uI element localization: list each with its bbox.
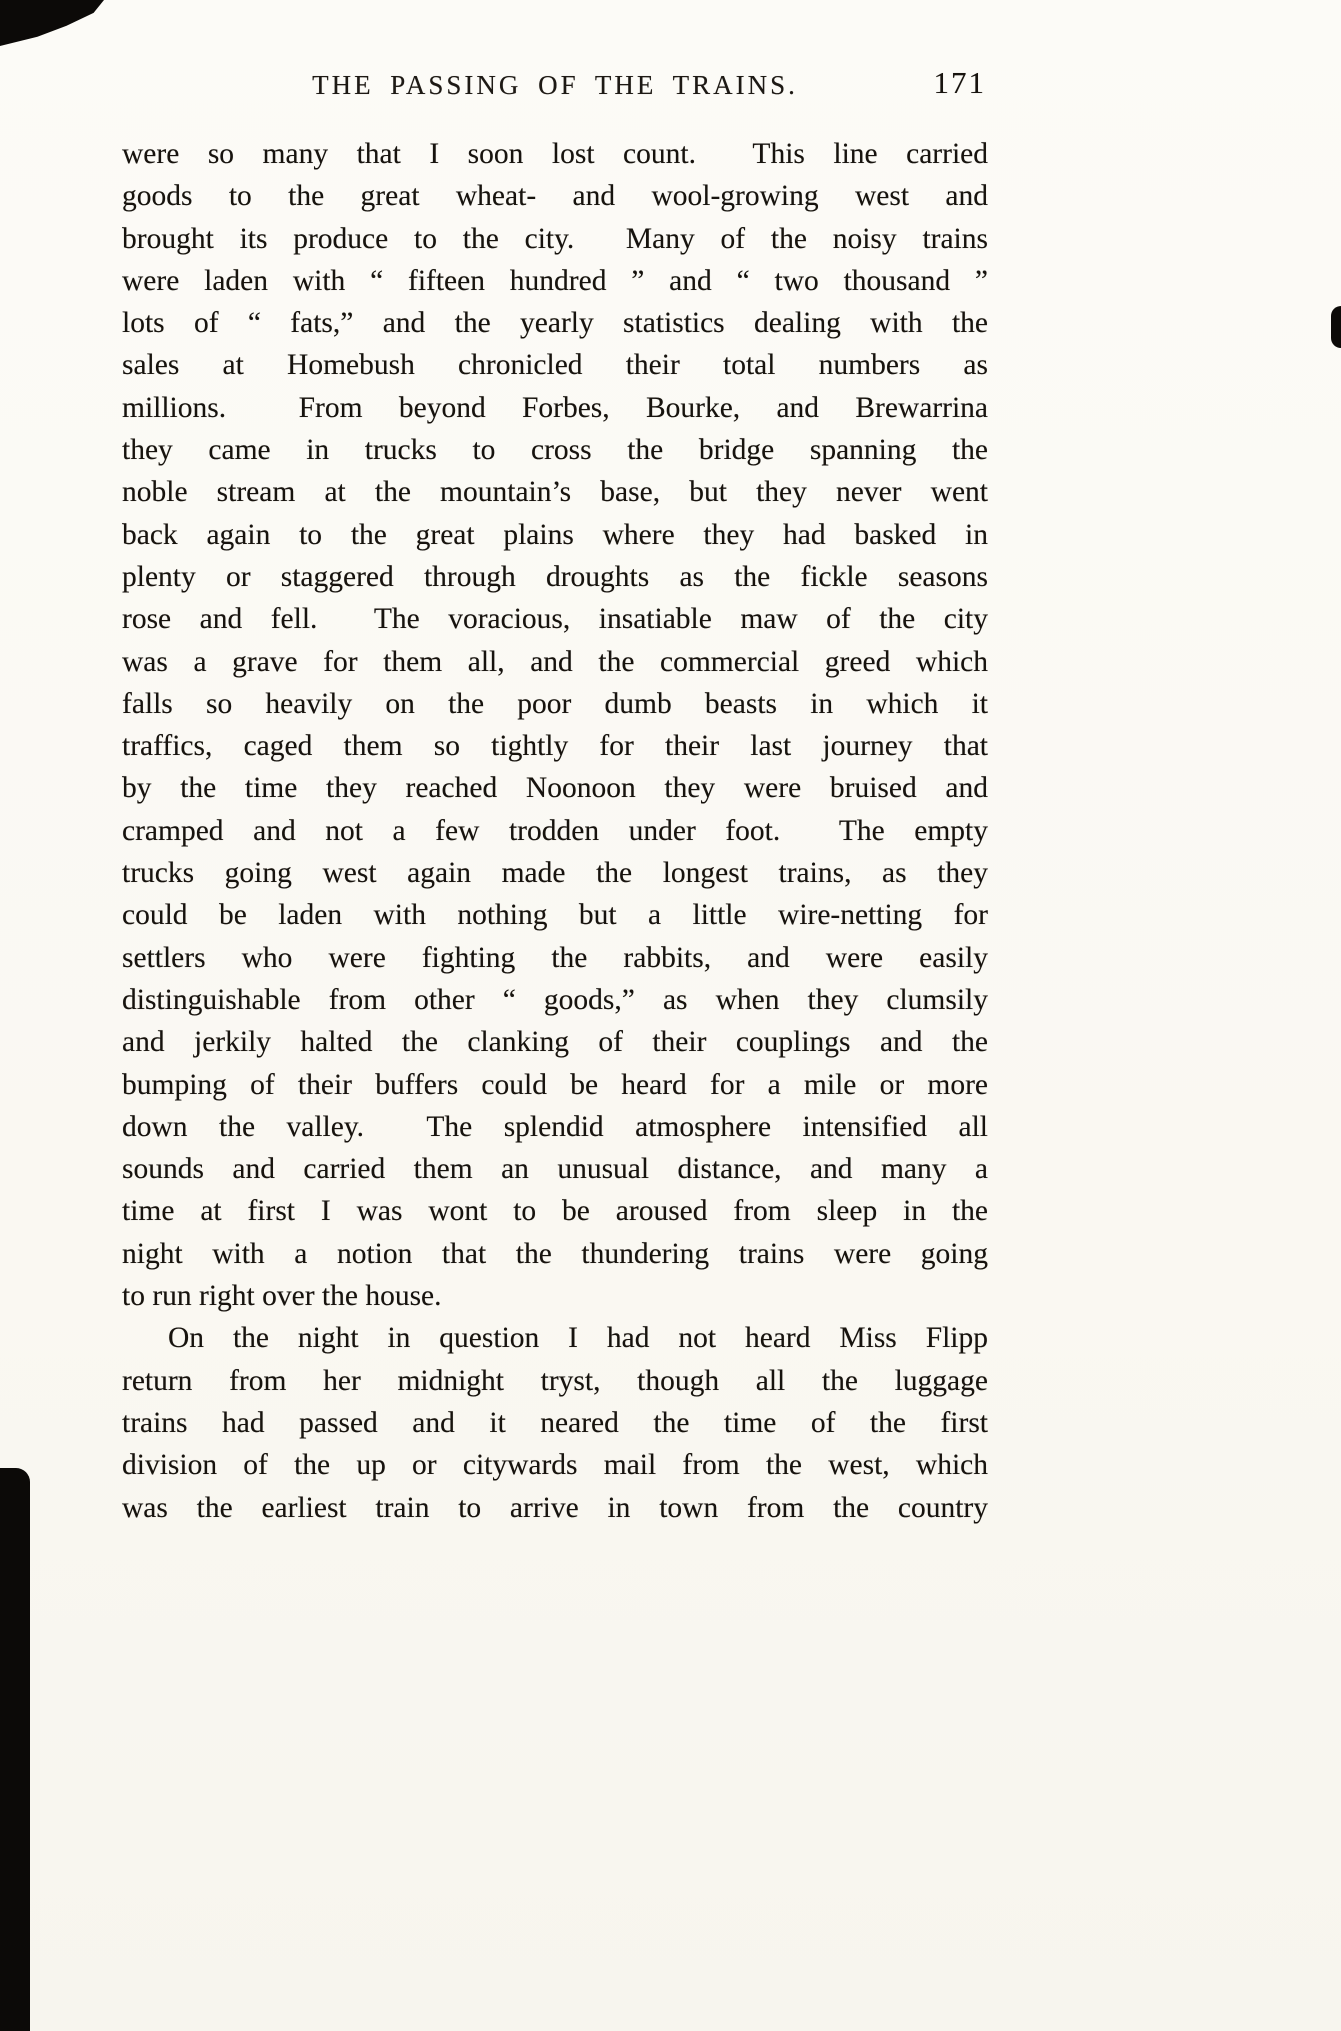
text-line: time at first I was wont to be aroused from sleep in the xyxy=(122,1195,988,1228)
text-line: noble stream at the mountain’s base, but they never went xyxy=(122,476,988,509)
text-line: and jerkily halted the clanking of their couplings and the xyxy=(122,1026,988,1059)
text-line: lots of “ fats,” and the yearly statistics dealing with the xyxy=(122,307,988,340)
text-line: they came in trucks to cross the bridge spanning the xyxy=(122,434,988,467)
text-line: return from her midnight tryst, though all the luggage xyxy=(122,1364,988,1397)
text-line: back again to the great plains where they had basked in xyxy=(122,518,988,551)
page-body xyxy=(122,133,988,1529)
text-line: sales at Homebush chronicled their total numbers as xyxy=(122,349,988,382)
text-line: settlers who were fighting the rabbits, and were easily xyxy=(122,941,988,974)
running-header-title: THE PASSING OF THE TRAINS. xyxy=(312,70,798,100)
text-line: rose and fell. The voracious, insatiable maw of the city xyxy=(122,603,988,636)
text-line: trucks going west again made the longest trains, as they xyxy=(122,857,988,890)
text-line: to run right over the house. xyxy=(122,1280,442,1313)
text-line: sounds and carried them an unusual distance, and many a xyxy=(122,1153,988,1186)
text-line: millions. From beyond Forbes, Bourke, and Brewarrina xyxy=(122,391,988,424)
page-number: 171 xyxy=(933,65,986,100)
text-line: night with a notion that the thundering trains were going xyxy=(122,1237,988,1270)
paragraph-2 xyxy=(122,1317,988,1528)
text-line: were so many that I soon lost count. This line carried xyxy=(122,138,988,170)
text-line: could be laden with nothing but a little wire-netting for xyxy=(122,899,988,932)
text-line: traffics, caged them so tightly for their last journey that xyxy=(122,730,988,763)
text-line: brought its produce to the city. Many of the noisy trains xyxy=(122,222,988,255)
text-line: were laden with “ fifteen hundred ” and “ two thousand ” xyxy=(122,264,988,297)
page-header xyxy=(122,65,988,112)
text-line: goods to the great wheat- and wool-growing west and xyxy=(122,180,988,213)
text-line: cramped and not a few trodden under foot. The empty xyxy=(122,814,988,847)
text-line: down the valley. The splendid atmosphere intensified all xyxy=(122,1110,988,1143)
text-line: division of the up or citywards mail from the west, which xyxy=(122,1449,988,1482)
ink-bar-bottom-left xyxy=(0,1468,30,2031)
paragraph-1 xyxy=(122,133,988,1317)
text-line: bumping of their buffers could be heard for a mile or more xyxy=(122,1068,988,1101)
text-line: by the time they reached Noonoon they were bruised and xyxy=(122,772,988,805)
text-line: was the earliest train to arrive in town from the country xyxy=(122,1491,988,1524)
ink-mark-right-edge xyxy=(1331,306,1341,348)
ink-blot-top-left xyxy=(0,0,104,46)
text-line: was a grave for them all, and the commercial greed which xyxy=(122,645,988,678)
text-line: plenty or staggered through droughts as the fickle seasons xyxy=(122,560,988,593)
text-line: falls so heavily on the poor dumb beasts in which it xyxy=(122,687,988,720)
text-line: distinguishable from other “ goods,” as when they clumsily xyxy=(122,983,988,1016)
text-line: trains had passed and it neared the time of the first xyxy=(122,1406,988,1439)
text-line: On the night in question I had not heard Miss Flipp xyxy=(168,1322,988,1355)
